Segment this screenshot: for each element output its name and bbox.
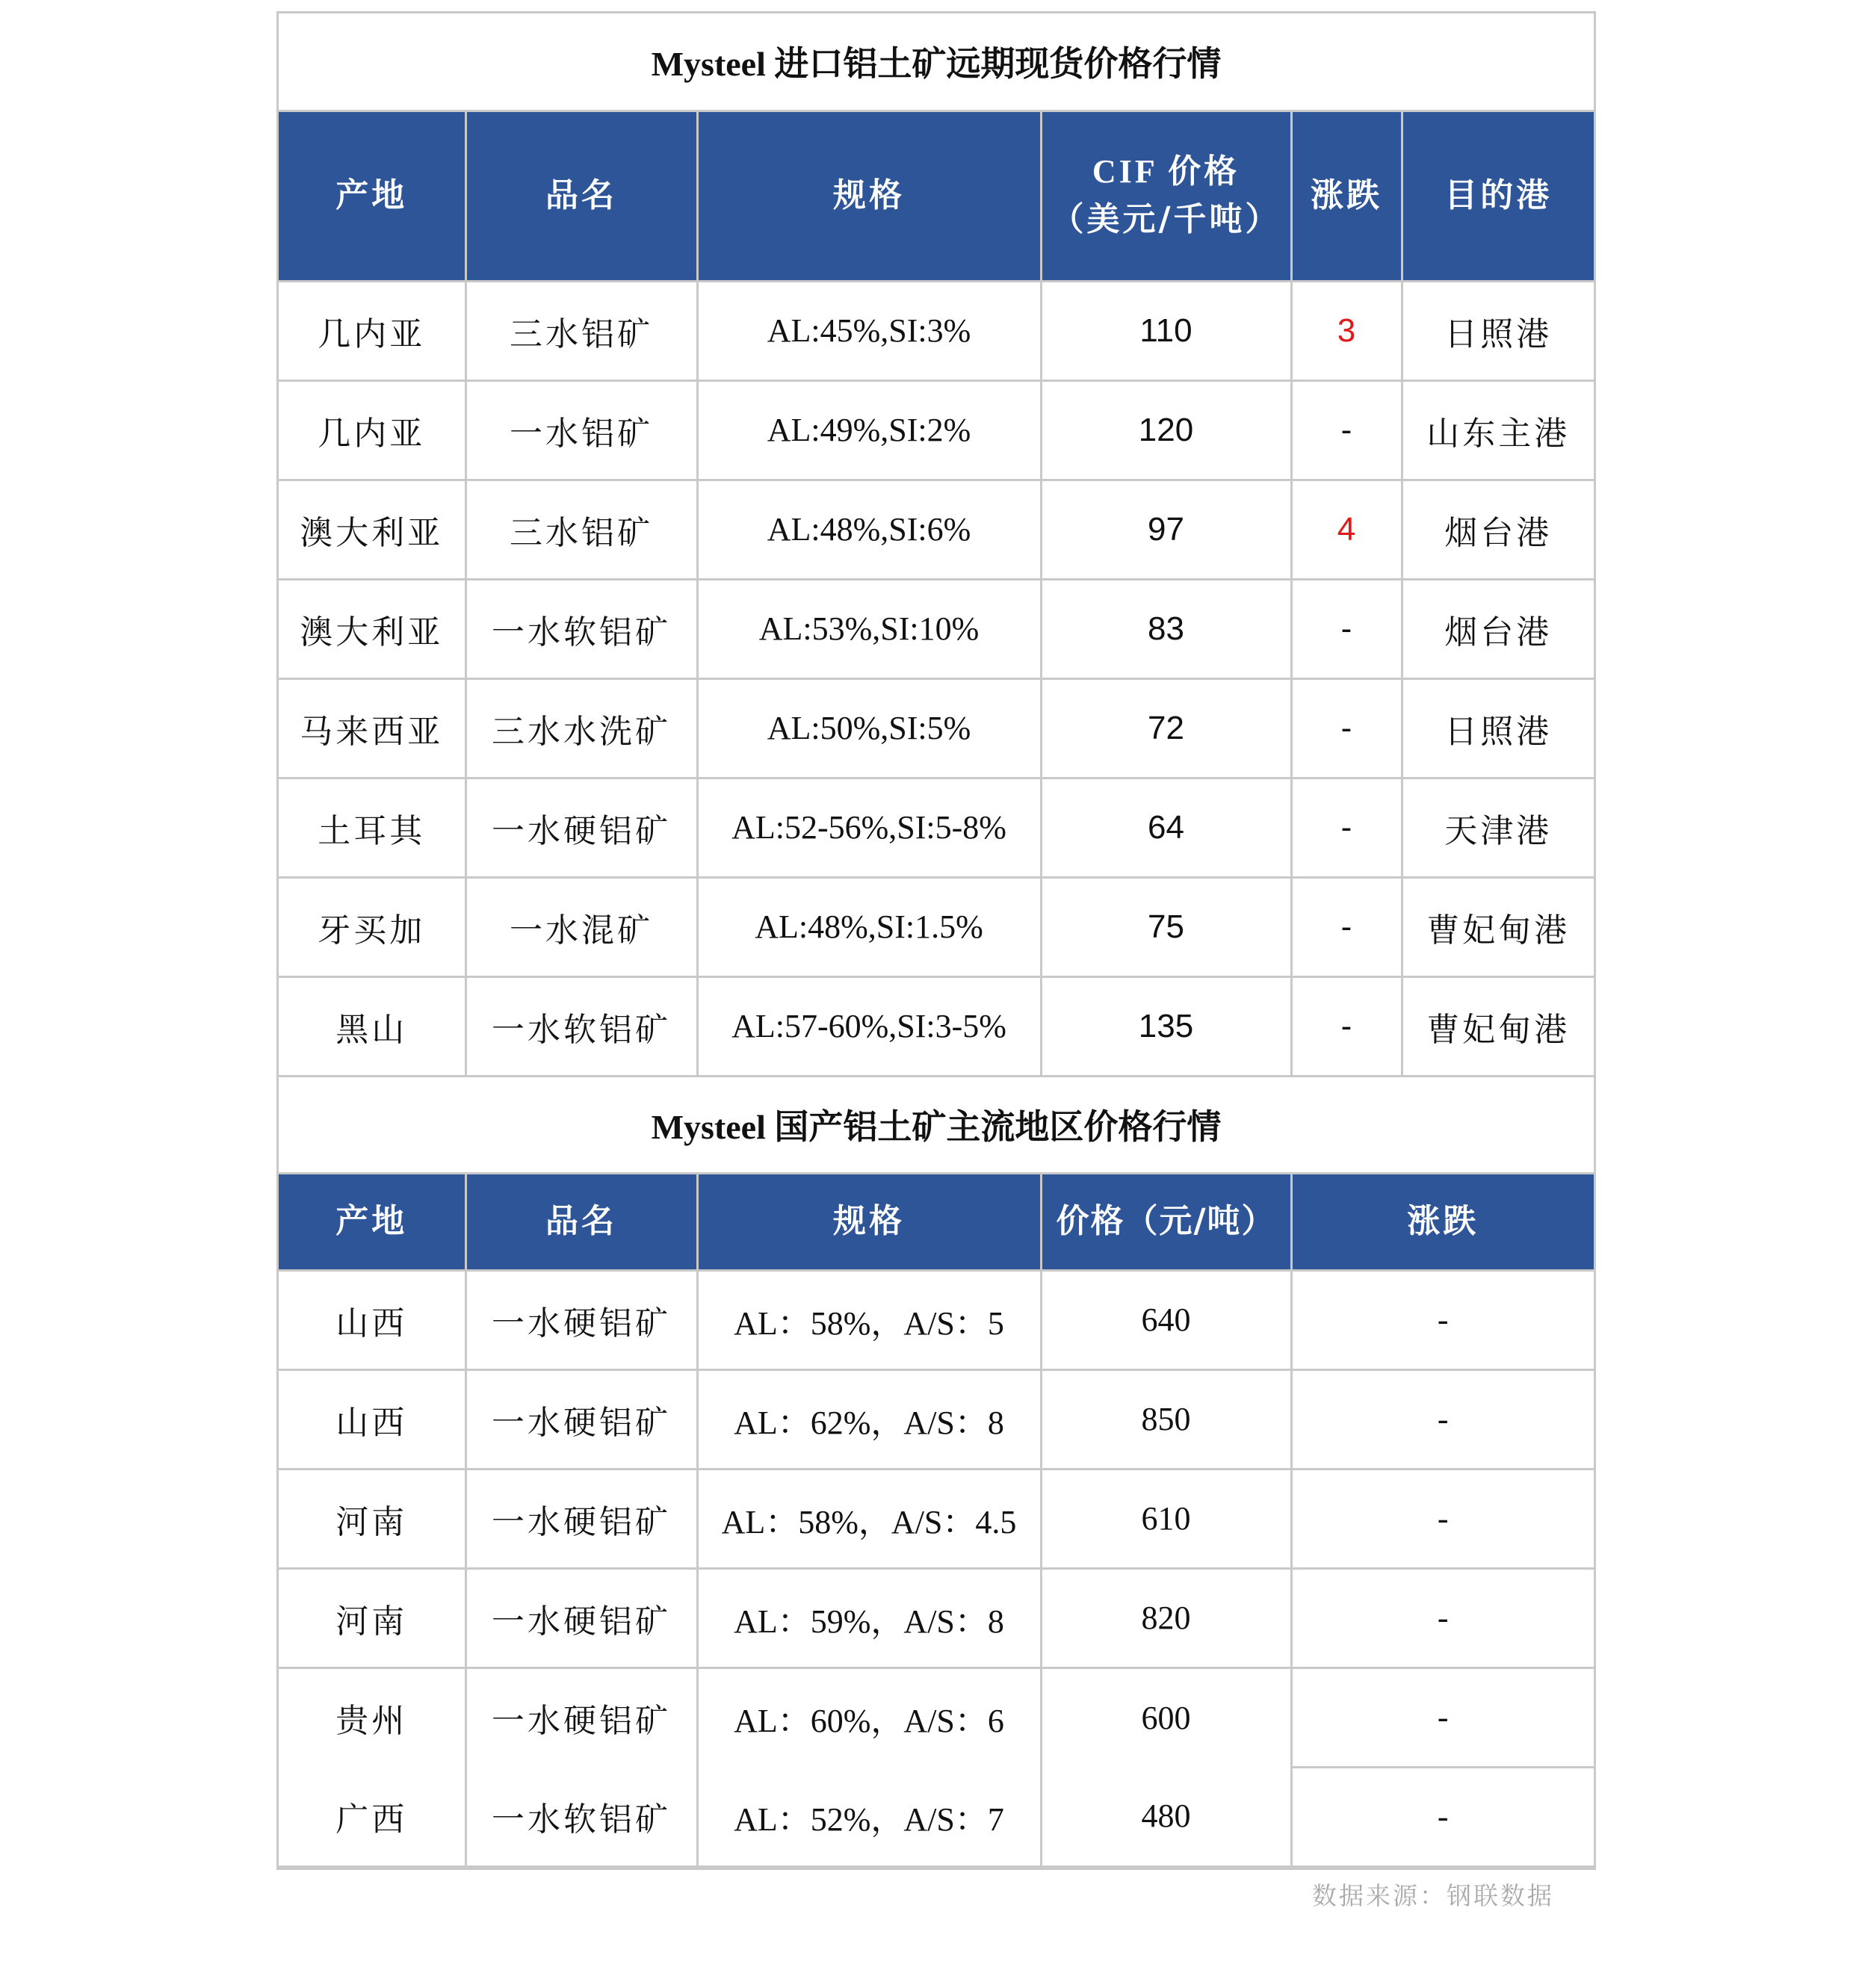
port-cell: 日照港 — [1402, 281, 1594, 380]
domestic-table-body — [279, 1270, 1594, 1866]
change-cell: - — [1291, 1469, 1594, 1568]
change-cell: - — [1291, 976, 1402, 1076]
price-cell: 820 — [1041, 1568, 1291, 1667]
origin-cell: 澳大利亚 — [279, 579, 465, 678]
table-row — [279, 1667, 1594, 1767]
price-cell: 850 — [1041, 1369, 1291, 1469]
table-row — [279, 1469, 1594, 1568]
import-table-body — [279, 281, 1594, 1076]
spec-cell: AL:50%,SI:5% — [697, 678, 1041, 778]
origin-cell: 广西 — [279, 1767, 465, 1866]
header-cif-price-line2: （美元/千吨） — [1051, 200, 1281, 238]
price-cell: 75 — [1041, 877, 1291, 976]
header-origin: 产地 — [279, 111, 465, 281]
table-row — [279, 1270, 1594, 1369]
spec-cell: AL:52-56%,SI:5-8% — [697, 778, 1041, 877]
table-row — [279, 281, 1594, 380]
table-row — [279, 579, 1594, 678]
spec-cell: AL：58%，A/S：4.5 — [697, 1469, 1041, 1568]
port-cell: 烟台港 — [1402, 480, 1594, 579]
header-cif-price-line1: CIF 价格 — [1092, 153, 1240, 191]
product-cell: 一水硬铝矿 — [465, 1270, 697, 1369]
table-row — [279, 877, 1594, 976]
table-row — [279, 976, 1594, 1076]
origin-cell: 牙买加 — [279, 877, 465, 976]
import-table-title: Mysteel 进口铝土矿远期现货价格行情 — [279, 13, 1594, 111]
spec-cell: AL:53%,SI:10% — [697, 579, 1041, 678]
change-cell: - — [1291, 579, 1402, 678]
change-cell: - — [1291, 1270, 1594, 1369]
spec-cell: AL：60%，A/S：6 — [697, 1667, 1041, 1767]
spec-cell: AL:48%,SI:1.5% — [697, 877, 1041, 976]
price-report-frame — [276, 11, 1596, 1870]
spec-cell: AL：62%，A/S：8 — [697, 1369, 1041, 1469]
product-cell: 一水软铝矿 — [465, 976, 697, 1076]
port-cell: 日照港 — [1402, 678, 1594, 778]
header-change: 涨跌 — [1291, 111, 1402, 281]
product-cell: 一水硬铝矿 — [465, 1369, 697, 1469]
origin-cell: 河南 — [279, 1568, 465, 1667]
spec-cell: AL:49%,SI:2% — [697, 380, 1041, 480]
domestic-table-title-row — [279, 1076, 1594, 1173]
header-price: 价格（元/吨） — [1041, 1173, 1291, 1270]
import-table-title-row — [279, 13, 1594, 111]
change-cell: - — [1291, 678, 1402, 778]
product-cell: 一水硬铝矿 — [465, 1667, 697, 1767]
spec-cell: AL：58%，A/S：5 — [697, 1270, 1041, 1369]
origin-cell: 贵州 — [279, 1667, 465, 1767]
change-cell: - — [1291, 778, 1402, 877]
table-row — [279, 778, 1594, 877]
price-cell: 97 — [1041, 480, 1291, 579]
price-cell: 610 — [1041, 1469, 1291, 1568]
product-cell: 一水硬铝矿 — [465, 1469, 697, 1568]
change-cell: 3 — [1291, 281, 1402, 380]
port-cell: 山东主港 — [1402, 380, 1594, 480]
change-cell: 4 — [1291, 480, 1402, 579]
data-source-note: 数据来源：钢联数据 — [1312, 1881, 1554, 1910]
domestic-table-header-row — [279, 1173, 1594, 1270]
change-cell: - — [1291, 1767, 1594, 1866]
import-price-table — [279, 13, 1594, 1868]
table-row — [279, 1767, 1594, 1866]
origin-cell: 黑山 — [279, 976, 465, 1076]
change-cell: - — [1291, 380, 1402, 480]
port-cell: 曹妃甸港 — [1402, 976, 1594, 1076]
spec-cell: AL：59%，A/S：8 — [697, 1568, 1041, 1667]
header-cif-price — [1041, 111, 1291, 281]
header-product: 品名 — [465, 111, 697, 281]
product-cell: 一水软铝矿 — [465, 1767, 697, 1866]
table-row — [279, 480, 1594, 579]
origin-cell: 土耳其 — [279, 778, 465, 877]
port-cell: 烟台港 — [1402, 579, 1594, 678]
product-cell: 三水水洗矿 — [465, 678, 697, 778]
origin-cell: 马来西亚 — [279, 678, 465, 778]
port-cell: 曹妃甸港 — [1402, 877, 1594, 976]
product-cell: 三水铝矿 — [465, 480, 697, 579]
spec-cell: AL:45%,SI:3% — [697, 281, 1041, 380]
price-cell: 64 — [1041, 778, 1291, 877]
product-cell: 一水混矿 — [465, 877, 697, 976]
origin-cell: 几内亚 — [279, 380, 465, 480]
table-row — [279, 1369, 1594, 1469]
change-cell: - — [1291, 877, 1402, 976]
header-change: 涨跌 — [1291, 1173, 1594, 1270]
product-cell: 一水硬铝矿 — [465, 1568, 697, 1667]
import-table-header-row — [279, 111, 1594, 281]
port-cell: 天津港 — [1402, 778, 1594, 877]
table-row — [279, 1568, 1594, 1667]
spec-cell: AL:48%,SI:6% — [697, 480, 1041, 579]
product-cell: 一水铝矿 — [465, 380, 697, 480]
product-cell: 一水硬铝矿 — [465, 778, 697, 877]
origin-cell: 山西 — [279, 1270, 465, 1369]
domestic-table-title: Mysteel 国产铝土矿主流地区价格行情 — [279, 1076, 1594, 1173]
origin-cell: 河南 — [279, 1469, 465, 1568]
origin-cell: 山西 — [279, 1369, 465, 1469]
change-cell: - — [1291, 1568, 1594, 1667]
header-spec: 规格 — [697, 111, 1041, 281]
price-cell: 600 — [1041, 1667, 1291, 1767]
product-cell: 一水软铝矿 — [465, 579, 697, 678]
table-row — [279, 678, 1594, 778]
origin-cell: 几内亚 — [279, 281, 465, 380]
price-cell: 120 — [1041, 380, 1291, 480]
product-cell: 三水铝矿 — [465, 281, 697, 380]
header-product: 品名 — [465, 1173, 697, 1270]
price-cell: 135 — [1041, 976, 1291, 1076]
spec-cell: AL：52%，A/S：7 — [697, 1767, 1041, 1866]
price-cell: 480 — [1041, 1767, 1291, 1866]
price-cell: 640 — [1041, 1270, 1291, 1369]
price-cell: 72 — [1041, 678, 1291, 778]
change-cell: - — [1291, 1369, 1594, 1469]
header-spec: 规格 — [697, 1173, 1041, 1270]
table-row — [279, 380, 1594, 480]
price-cell: 83 — [1041, 579, 1291, 678]
origin-cell: 澳大利亚 — [279, 480, 465, 579]
change-cell: - — [1291, 1667, 1594, 1767]
spec-cell: AL:57-60%,SI:3-5% — [697, 976, 1041, 1076]
header-port: 目的港 — [1402, 111, 1594, 281]
header-origin: 产地 — [279, 1173, 465, 1270]
price-cell: 110 — [1041, 281, 1291, 380]
